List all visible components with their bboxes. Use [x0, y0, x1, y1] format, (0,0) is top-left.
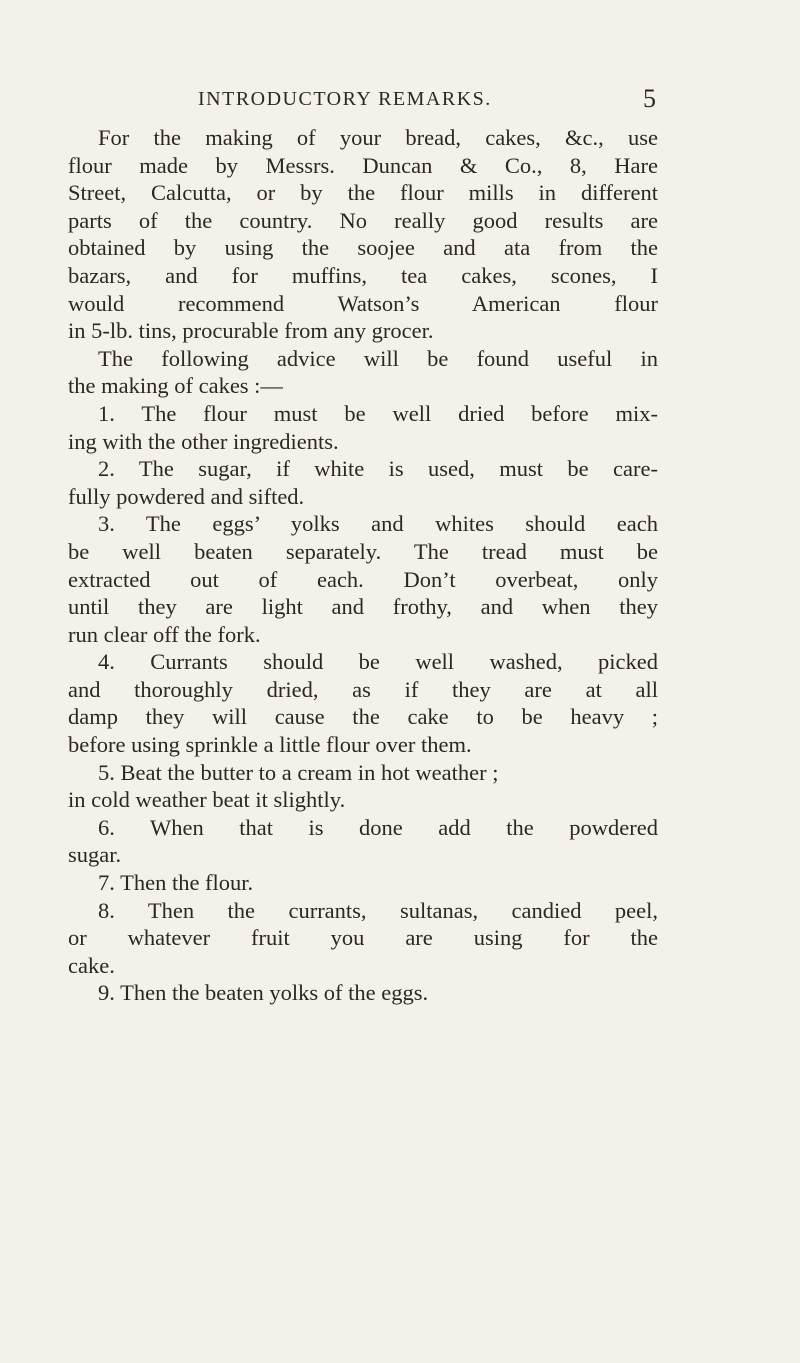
text-line: damp they will cause the cake to be heavy ;: [68, 704, 658, 730]
text-line: in cold weather beat it slightly.: [68, 787, 346, 813]
text-line: 9. Then the beaten yolks of the eggs.: [98, 980, 429, 1006]
text-line: would recommend Watson’s American flour: [68, 290, 658, 316]
text-line: cake.: [68, 952, 115, 978]
text-line: in 5-lb. tins, procurable from any grocer.: [68, 318, 434, 344]
text-line: 2. The sugar, if white is used, must be care-: [98, 456, 658, 482]
running-title: INTRODUCTORY REMARKS.: [198, 88, 492, 110]
text-line: ing with the other ingredients.: [68, 428, 339, 454]
text-line: 5. Beat the butter to a cream in hot weather ;: [98, 759, 499, 785]
text-line: before using sprinkle a little flour over them.: [68, 732, 472, 758]
text-line: or whatever fruit you are using for the: [68, 925, 658, 951]
text-line: obtained by using the soojee and ata from the: [68, 235, 658, 261]
body-text: [68, 124, 658, 1007]
text-line: 6. When that is done add the powdered: [98, 814, 658, 840]
text-line: be well beaten separately. The tread must be: [68, 538, 658, 564]
text-line: 8. Then the currants, sultanas, candied peel,: [98, 897, 658, 923]
text-line: until they are light and frothy, and when they: [68, 594, 658, 620]
text-line: 3. The eggs’ yolks and whites should each: [98, 511, 658, 537]
text-line: sugar.: [68, 842, 122, 868]
text-line: The following advice will be found useful in: [98, 345, 658, 371]
text-line: Street, Calcutta, or by the flour mills in different: [68, 180, 658, 206]
text-line: and thoroughly dried, as if they are at all: [68, 676, 658, 702]
page-number: 5: [643, 84, 656, 113]
text-line: flour made by Messrs. Duncan & Co., 8, Hare: [68, 152, 658, 178]
text-line: 4. Currants should be well washed, picked: [98, 649, 658, 675]
text-line: bazars, and for muffins, tea cakes, scones, I: [68, 262, 658, 288]
running-head: [68, 82, 656, 116]
text-line: 7. Then the flour.: [98, 870, 254, 896]
text-line: For the making of your bread, cakes, &c., use: [98, 125, 658, 150]
text-line: run clear off the fork.: [68, 621, 261, 647]
text-line: 1. The flour must be well dried before mix-: [98, 400, 658, 426]
text-line: fully powdered and sifted.: [68, 483, 305, 509]
text-line: the making of cakes :—: [68, 373, 283, 399]
text-line: parts of the country. No really good results are: [68, 207, 658, 233]
text-line: extracted out of each. Don’t overbeat, only: [68, 566, 658, 592]
